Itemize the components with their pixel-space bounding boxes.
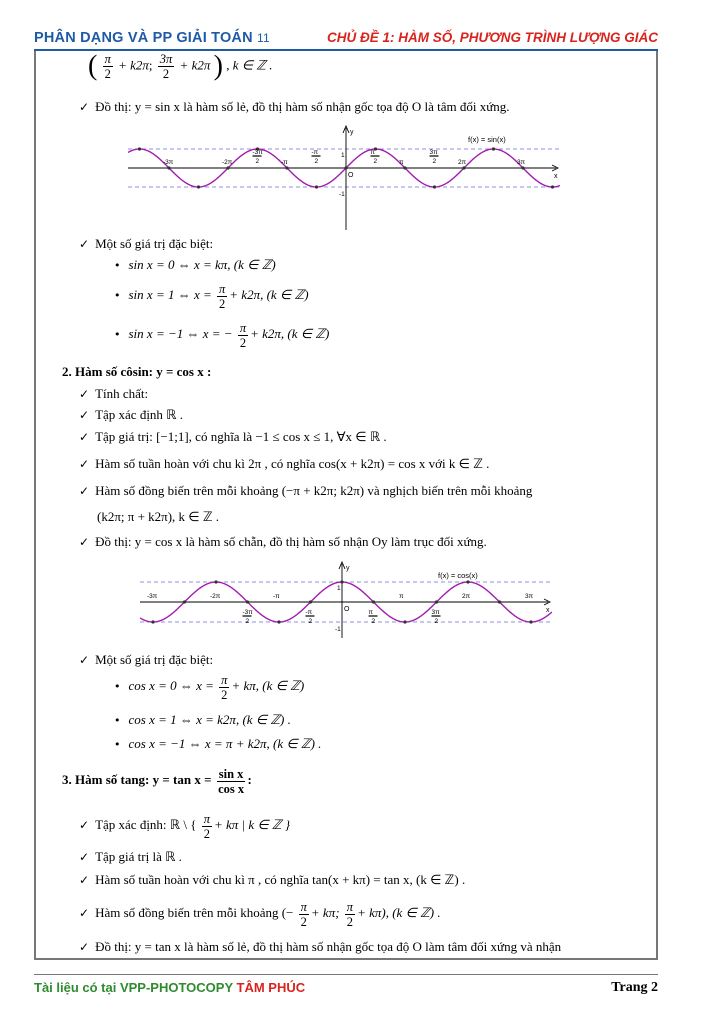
curve-point: [403, 620, 406, 623]
curve-point: [246, 600, 249, 603]
curve-point: [226, 166, 229, 169]
curve-point: [167, 166, 170, 169]
x-axis-label: x: [546, 607, 550, 614]
tan-range: ✓ Tập giá trị là ℝ .: [79, 849, 182, 864]
x-tick-label: -2π: [222, 159, 233, 166]
curve-point: [492, 147, 495, 150]
sin-graph-desc: ✓ Đồ thị: y = sin x là hàm số lẻ, đồ thị hàm số nhận gốc tọa độ O là tâm đối xứng.: [79, 99, 510, 114]
check-icon: ✓: [79, 387, 90, 401]
frac-tick-num: 3π: [429, 149, 438, 156]
x-tick-label: -π: [281, 159, 288, 166]
check-icon: ✓: [79, 873, 90, 887]
cos-prop-1: ✓ Tập xác định ℝ .: [79, 407, 183, 422]
tan-domain: ✓ Tập xác định: ℝ \ { $\frac{\pi}{2}$ + kπ | k ∈ ℤ }: [79, 811, 291, 841]
page-number: Trang 2: [611, 980, 658, 995]
header-left-title: PHÂN DẠNG VÀ PP GIẢI TOÁN: [34, 30, 253, 46]
bullet-icon: •: [114, 259, 121, 272]
curve-point: [214, 580, 217, 583]
check-icon: ✓: [79, 940, 90, 954]
curve-point: [498, 600, 501, 603]
check-icon: ✓: [79, 430, 90, 444]
x-tick-label: -π: [273, 593, 280, 600]
frac-pi-2: $\frac{\pi}{2}$: [104, 52, 111, 81]
sin-special-item-3: • sin x = −1 ⇔ x = − $\frac{\pi}{2}$ + k2π, (k ∈ ℤ): [114, 320, 330, 350]
bullet-icon: •: [114, 680, 121, 693]
sin-graph: [128, 124, 560, 230]
cos-special-item-3: • cos x = −1 ⇔ x = π + k2π, (k ∈ ℤ) .: [114, 736, 322, 751]
x-tick-label: π: [399, 159, 404, 166]
tan-period: ✓ Hàm số tuần hoàn với chu kì π , có nghĩa tan(x + kπ) = tan x, (k ∈ ℤ) .: [79, 872, 466, 887]
x-tick-label: 2π: [458, 159, 467, 166]
check-icon: ✓: [79, 850, 90, 864]
frac-tick-den: 2: [434, 618, 439, 625]
curve-point: [197, 185, 200, 188]
frac-tick-num: -3π: [252, 149, 263, 156]
page-footer: [34, 980, 658, 998]
curve-point: [372, 600, 375, 603]
frac-tick-den: 2: [245, 618, 250, 625]
frac-tick-den: 2: [255, 158, 260, 165]
x-tick-label: 3π: [525, 593, 534, 600]
y-tick-label-neg1: -1: [335, 626, 341, 633]
cos-prop-4: ✓ Hàm số đồng biến trên mỗi khoảng (−π + k2π; k2π) và nghịch biến trên mỗi khoảng: [79, 483, 533, 498]
cos-prop-2: ✓ Tập giá trị: [−1;1], có nghĩa là −1 ≤ cos x ≤ 1, ∀x ∈ ℝ .: [79, 429, 387, 444]
footer-brand: TÂM PHÚC: [236, 980, 306, 995]
bullet-icon: •: [114, 328, 121, 341]
check-icon: ✓: [79, 818, 90, 832]
curve-point: [277, 620, 280, 623]
x-tick-label: 2π: [462, 593, 471, 600]
curve-point: [309, 600, 312, 603]
check-icon: ✓: [79, 408, 90, 422]
check-icon: ✓: [79, 906, 90, 920]
curve-point: [466, 580, 469, 583]
check-icon: ✓: [79, 484, 90, 498]
footer-divider: [34, 974, 658, 975]
y-tick-label-1: 1: [341, 152, 345, 159]
curve-point: [151, 620, 154, 623]
curve-point: [433, 185, 436, 188]
curve-point: [462, 166, 465, 169]
header-right-title: CHỦ ĐỀ 1: HÀM SỐ, PHƯƠNG TRÌNH LƯỢNG GIÁC: [327, 30, 658, 45]
cos-prop-4-cont: (k2π; π + k2π), k ∈ ℤ .: [97, 509, 220, 524]
check-icon: ✓: [79, 457, 90, 471]
frac-tick-num: π: [370, 149, 375, 156]
frac-tick-num: -π: [311, 149, 319, 156]
cos-prop-3: ✓ Hàm số tuần hoàn với chu kì 2π , có nghĩa cos(x + k2π) = cos x với k ∈ ℤ .: [79, 456, 490, 471]
tan-increasing: ✓ Hàm số đồng biến trên mỗi khoảng (− $\frac{\pi}{2}$ + kπ; $\frac{\pi}{2}$ + kπ), (k ∈ ℤ) .: [79, 899, 441, 929]
curve-point: [529, 620, 532, 623]
x-tick-label: -3π: [163, 159, 174, 166]
curve-point: [315, 185, 318, 188]
cos-graph-desc: ✓ Đồ thị: y = cos x là hàm số chẵn, đồ thị hàm số nhận Oy làm trục đối xứng.: [79, 534, 487, 549]
x-tick-label: -2π: [210, 593, 221, 600]
function-label: f(x) = cos(x): [438, 571, 478, 580]
cos-special-item-2: • cos x = 1 ⇔ x = k2π, (k ∈ ℤ) .: [114, 712, 291, 727]
curve-point: [403, 166, 406, 169]
check-icon: ✓: [79, 535, 90, 549]
bullet-icon: •: [114, 289, 121, 302]
curve-point: [551, 185, 554, 188]
cos-heading: 2. Hàm số côsin: y = cos x :: [62, 364, 212, 379]
header-left: [34, 30, 270, 46]
cos-prop-0: ✓ Tính chất:: [79, 386, 149, 401]
curve-point: [138, 147, 141, 150]
tan-graph-desc: ✓ Đồ thị: y = tan x là hàm số lẻ, đồ thị hàm số nhận gốc tọa độ O làm tâm đối xứng và nhận: [79, 939, 562, 954]
interval-line: ( $\frac{\pi}{2}$ + k2π; $\frac{3\pi}{2}$ + k2π ) , k ∈ ℤ .: [88, 50, 273, 82]
sin-special-item-1: • sin x = 0 ⇔ x = kπ, (k ∈ ℤ): [114, 257, 276, 272]
frac-tick-den: 2: [371, 618, 376, 625]
frac-tick-den: 2: [432, 158, 437, 165]
x-tick-label: 3π: [517, 159, 526, 166]
sin-special-title: ✓ Một số giá trị đặc biệt:: [79, 236, 214, 251]
curve-point: [183, 600, 186, 603]
cos-graph: [140, 560, 552, 638]
check-icon: ✓: [79, 653, 90, 667]
x-tick-label: -3π: [147, 593, 158, 600]
frac-tick-num: π: [368, 609, 373, 616]
frac-3pi-2: $\frac{3\pi}{2}$: [159, 52, 173, 81]
sin-special-item-2: • sin x = 1 ⇔ x = $\frac{\pi}{2}$ + k2π, (k ∈ ℤ): [114, 281, 309, 311]
curve-point: [521, 166, 524, 169]
frac-tick-den: 2: [314, 158, 319, 165]
frac-tick-den: 2: [373, 158, 378, 165]
page-header: [34, 30, 658, 48]
check-icon: ✓: [79, 237, 90, 251]
y-tick-label-1: 1: [337, 585, 341, 592]
bullet-icon: •: [114, 714, 121, 727]
function-label: f(x) = sin(x): [468, 135, 506, 144]
curve-point: [435, 600, 438, 603]
cos-special-item-1: • cos x = 0 ⇔ x = $\frac{\pi}{2}$ + kπ, (k ∈ ℤ): [114, 672, 305, 702]
y-tick-label-neg1: -1: [339, 191, 345, 198]
frac-tick-num: -3π: [242, 609, 253, 616]
y-axis-label: y: [350, 129, 354, 136]
frac-tick-num: 3π: [431, 609, 440, 616]
origin-label: O: [344, 606, 350, 613]
header-left-page: 11: [257, 31, 270, 45]
footer-left: Tài liệu có tại VPP-PHOTOCOPY TÂM PHÚC: [34, 980, 306, 995]
check-icon: ✓: [79, 100, 90, 114]
x-axis-label: x: [554, 173, 558, 180]
tan-heading: 3. Hàm số tang: y = tan x = $\frac{\text{sin x}}{\text{cos x}}$ :: [62, 766, 252, 796]
frac-tick-num: -π: [305, 609, 313, 616]
curve-point: [340, 580, 343, 583]
cos-special-title: ✓ Một số giá trị đặc biệt:: [79, 652, 214, 667]
curve-point: [285, 166, 288, 169]
frac-tick-den: 2: [308, 618, 313, 625]
origin-label: O: [348, 172, 354, 179]
x-tick-label: π: [399, 593, 404, 600]
bullet-icon: •: [114, 738, 121, 751]
curve-point: [344, 166, 347, 169]
y-axis-label: y: [346, 565, 350, 572]
